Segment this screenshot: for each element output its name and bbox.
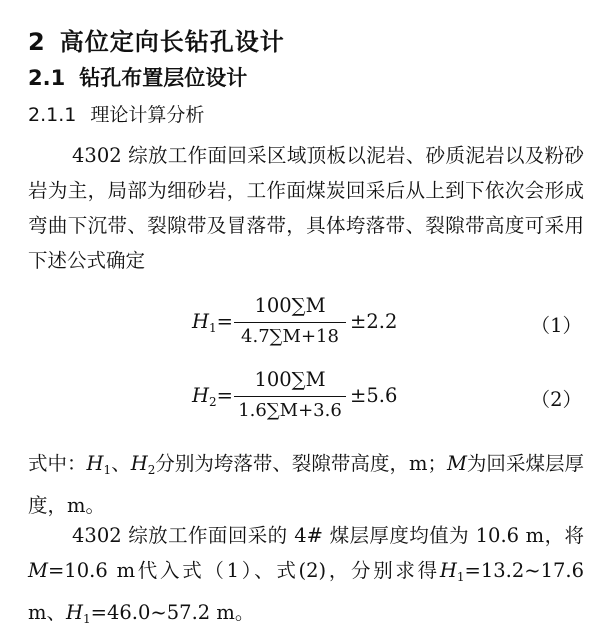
definition-sub-2: 2 [147,463,156,477]
section-title: 高位定向长钻孔设计 [59,28,285,56]
equation-2 [0,366,600,426]
equation-2-equals: = [216,384,233,407]
definition-end-text: 为回采煤层厚度，m。 [28,452,584,517]
result-paragraph [28,518,584,637]
section-number: 2 [28,28,46,56]
equation-1-subscript: 1 [209,321,217,335]
definition-var-m: M [446,452,467,475]
equation-2-variable: H [192,384,210,407]
equation-2-rhs: ±5.6 [350,384,398,407]
result-var-m: M [28,559,48,582]
result-text-4: =46.0~57.2 m。 [90,601,255,624]
equation-2-subscript: 2 [209,395,217,409]
result-var-h1: H [439,559,457,582]
definition-var-h2: H [130,452,148,475]
intro-paragraph [28,138,584,278]
equation-1-rhs: ±2.2 [350,310,398,333]
definition-sub-1: 1 [103,463,112,477]
subsubsection-heading [28,100,204,127]
definition-var-h1: H [86,452,104,475]
section-heading [28,22,285,57]
equation-1-number: （1） [530,314,582,337]
definition-prefix: 式中： [28,452,87,475]
definition-paragraph [28,446,584,523]
equation-1-variable: H [192,310,210,333]
result-text-3: =13.2~17.6 m、 [28,559,584,624]
intro-paragraph-text: 4302 综放工作面回采区域顶板以泥岩、砂质泥岩以及粉砂岩为主，局部为细砂岩，工作面煤炭回采后从上到下依次会形成弯曲下沉带、裂隙带及冒落带，具体垮落带、裂隙带高度可采用下述公式确定 [28,144,584,272]
equation-2-fraction-bar [234,396,346,397]
equation-2-number: （2） [530,388,582,411]
equation-1-equals: = [216,310,233,333]
equation-2-fraction [234,366,346,426]
result-text-1: 4302 综放工作面回采的 4# 煤层厚度均值为 10.6 m，将 [72,524,584,547]
subsection-title: 钻孔布置层位设计 [79,66,248,90]
equation-1-lhs [192,310,233,335]
equation-2-numerator: 100∑M [254,368,326,391]
equation-1-fraction-bar [234,322,346,323]
equation-1-denominator: 4.7∑M+18 [241,326,339,347]
subsection-heading [28,62,247,92]
definition-middle-text: 分别为垮落带、裂隙带高度，m； [155,452,447,475]
definition-separator: 、 [111,452,131,475]
subsubsection-title: 理论计算分析 [90,104,205,126]
result-text-2: =10.6 m代入式（1）、式(2)，分别求得 [47,559,440,582]
equation-1 [0,292,600,352]
equation-2-lhs [192,384,233,409]
result-sub-h2: 1 [83,612,91,626]
subsection-number: 2.1 [28,66,66,90]
equation-1-numerator: 100∑M [254,294,326,317]
equation-1-fraction [234,292,346,352]
result-var-h2: H [66,601,84,624]
subsubsection-number: 2.1.1 [28,104,77,126]
result-sub-h1: 1 [456,570,465,584]
equation-2-denominator: 1.6∑M+3.6 [238,400,342,421]
